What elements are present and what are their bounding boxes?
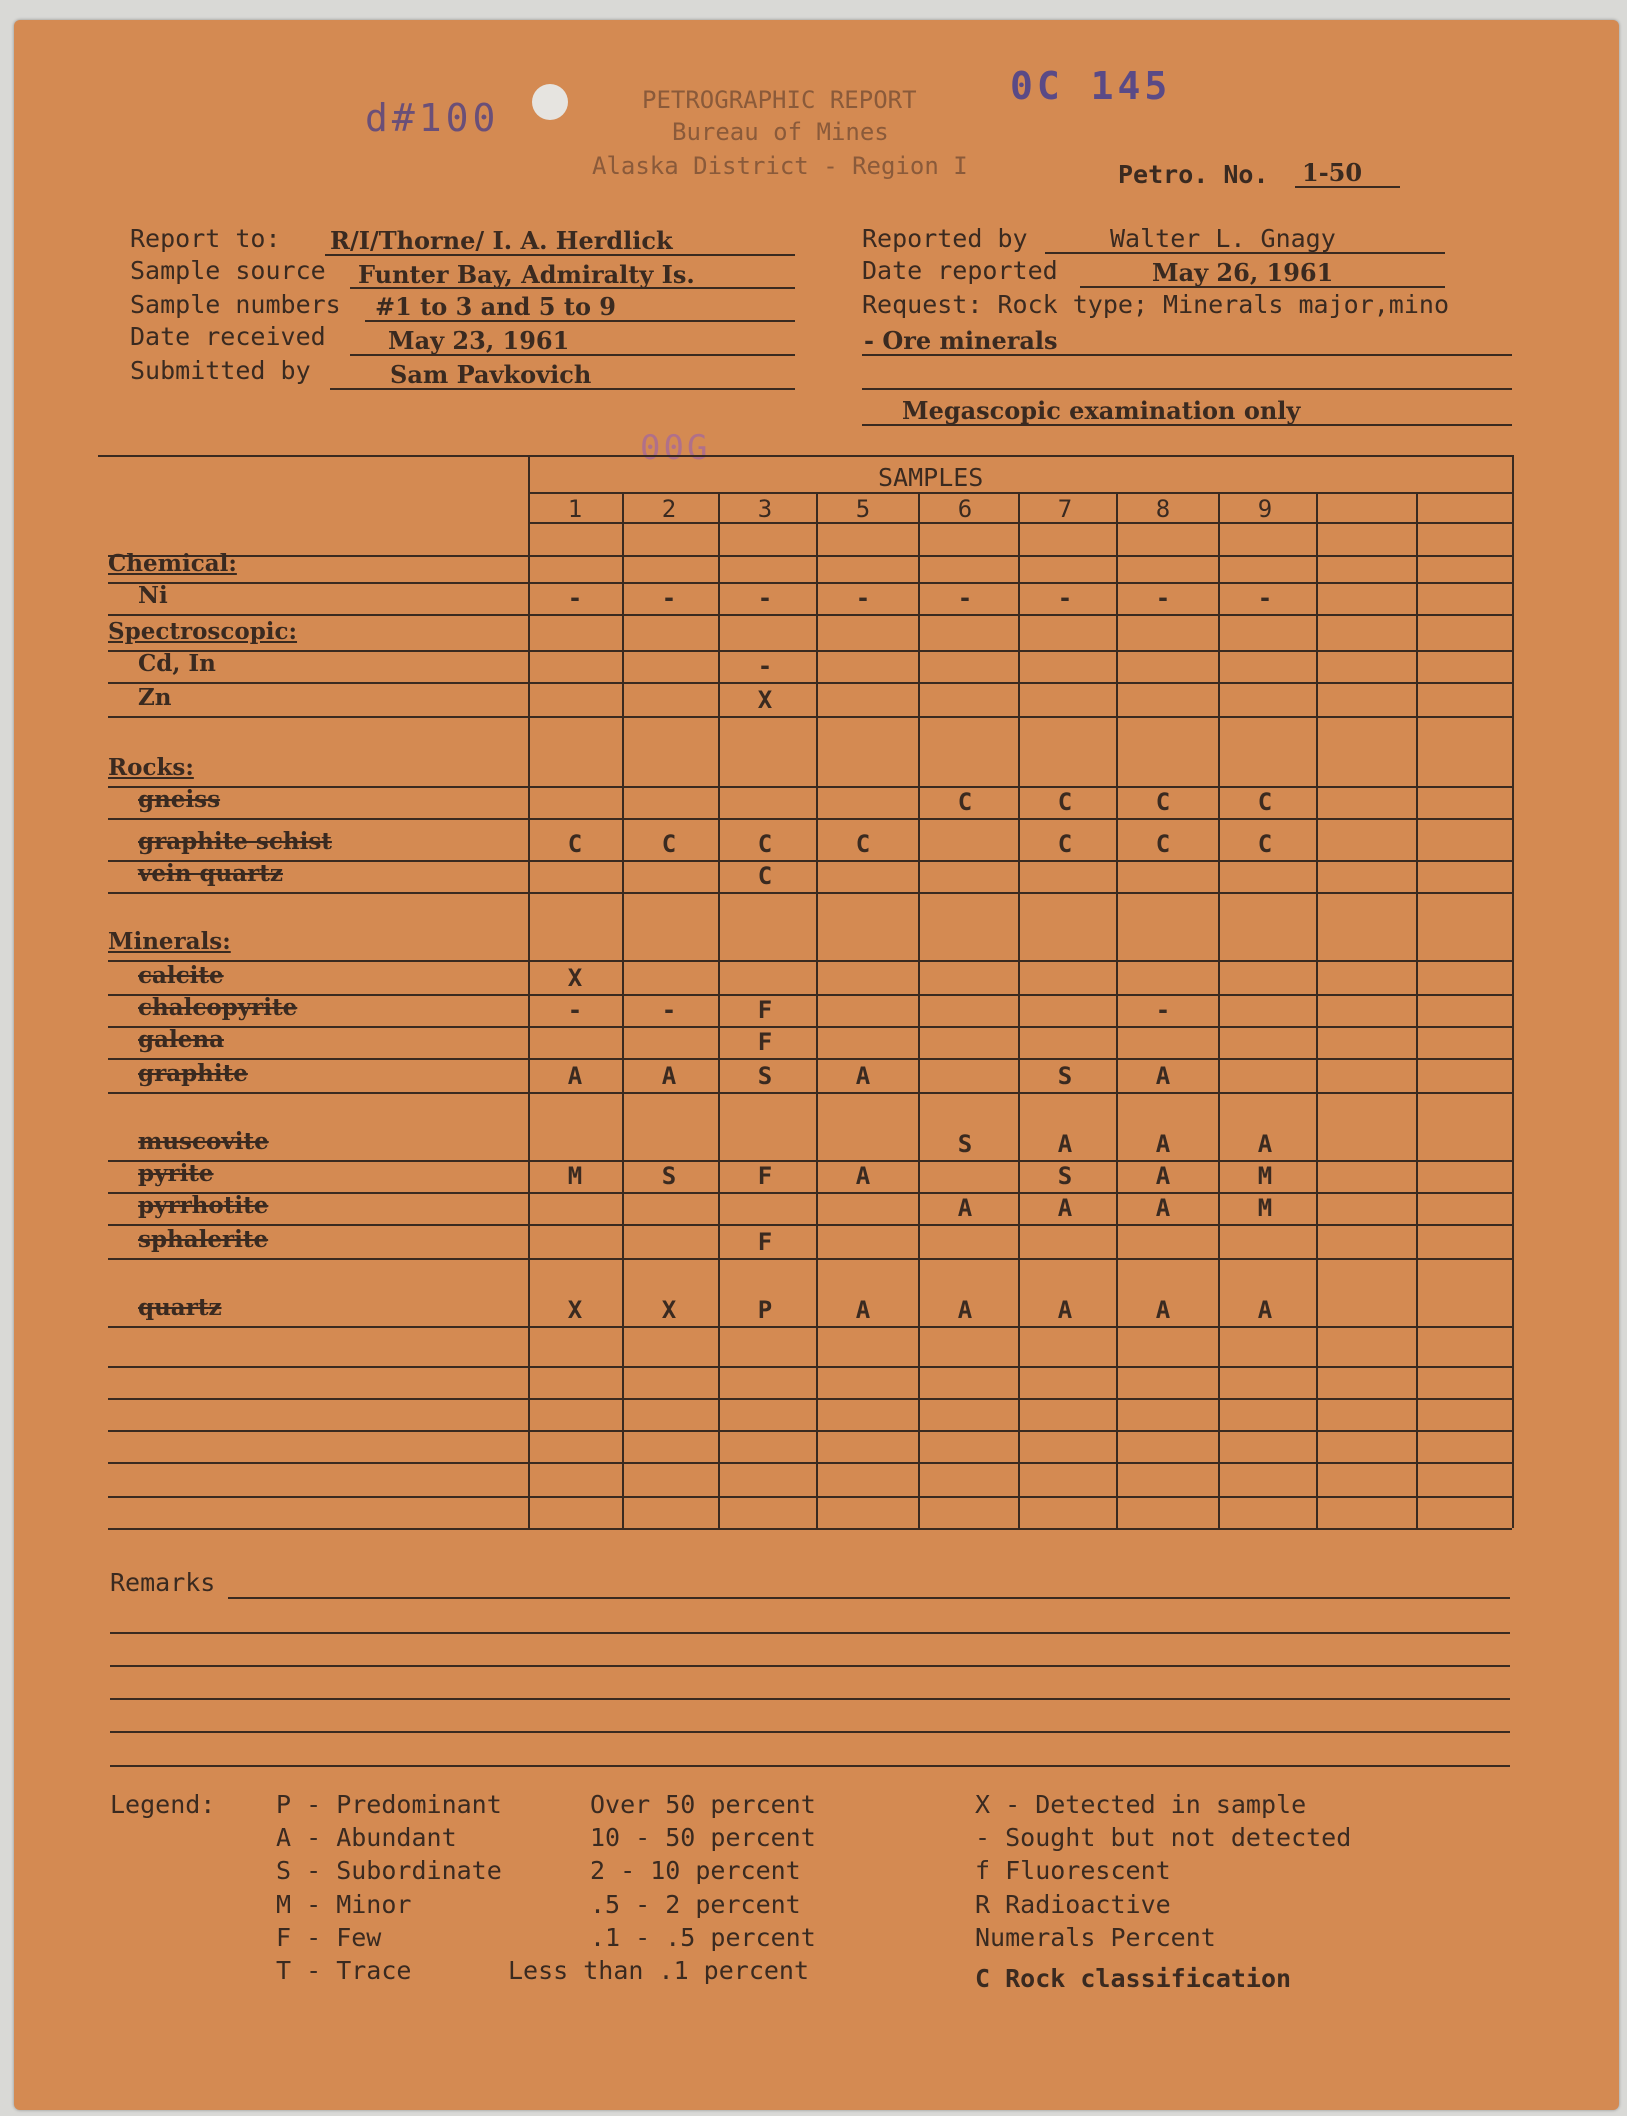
- table-cell: A: [957, 1296, 973, 1324]
- table-cell: C: [1057, 788, 1073, 816]
- row-label: calcite: [138, 962, 224, 989]
- legend-code: T - Trace: [276, 1956, 412, 1985]
- table-cell: -: [567, 996, 583, 1024]
- row-label: Chemical:: [108, 550, 237, 577]
- row-label: Spectroscopic:: [108, 618, 298, 645]
- table-cell: A: [957, 1194, 973, 1222]
- row-label: Cd, In: [138, 650, 216, 677]
- report-to-label: Report to:: [130, 224, 281, 253]
- table-cell: A: [1155, 1130, 1171, 1158]
- legend-code: A - Abundant: [276, 1823, 457, 1852]
- table-cell: -: [1057, 584, 1073, 612]
- stamp-left: d#100: [365, 96, 500, 140]
- sample-numbers-value: #1 to 3 and 5 to 9: [375, 292, 617, 321]
- legend-symbol: f Fluorescent: [975, 1856, 1171, 1885]
- table-cell: -: [757, 652, 773, 680]
- legend-symbol: C Rock classification: [975, 1964, 1292, 1993]
- table-cell: -: [855, 584, 871, 612]
- reported-by-value: Walter L. Gnagy: [1110, 224, 1336, 253]
- row-label: gneiss: [138, 786, 221, 813]
- table-cell: -: [661, 584, 677, 612]
- legend-symbol: Numerals Percent: [975, 1923, 1216, 1952]
- legend-range: .5 - 2 percent: [590, 1890, 801, 1919]
- table-cell: A: [1155, 1296, 1171, 1324]
- row-label: Zn: [138, 684, 172, 711]
- row-label: pyrrhotite: [138, 1192, 269, 1219]
- legend-range: 2 - 10 percent: [590, 1856, 801, 1885]
- table-cell: -: [1257, 584, 1273, 612]
- samples-header: SAMPLES: [878, 463, 984, 492]
- table-cell: A: [1155, 1062, 1171, 1090]
- table-cell: A: [855, 1062, 871, 1090]
- date-received-label: Date received: [130, 322, 326, 351]
- report-to-value: R/I/Thorne/ I. A. Herdlick: [330, 226, 673, 255]
- table-cell: A: [855, 1162, 871, 1190]
- table-cell: -: [661, 996, 677, 1024]
- table-cell: P: [757, 1296, 773, 1324]
- table-cell: X: [661, 1296, 677, 1324]
- table-cell: C: [1155, 788, 1171, 816]
- table-cell: C: [1057, 830, 1073, 858]
- sample-source-value: Funter Bay, Admiralty Is.: [358, 260, 695, 289]
- table-cell: A: [1057, 1194, 1073, 1222]
- row-label: chalcopyrite: [138, 994, 298, 1021]
- row-label: Ni: [138, 582, 168, 609]
- table-cell: C: [1257, 830, 1273, 858]
- date-reported-label: Date reported: [862, 256, 1058, 285]
- remarks-label: Remarks: [110, 1568, 216, 1597]
- table-cell: C: [1257, 788, 1273, 816]
- table-cell: C: [855, 830, 871, 858]
- table-cell: C: [661, 830, 677, 858]
- legend-range: 10 - 50 percent: [590, 1823, 816, 1852]
- legend-range: .1 - .5 percent: [590, 1923, 816, 1952]
- column-header: 9: [1257, 495, 1273, 523]
- table-cell: F: [757, 1162, 773, 1190]
- table-cell: A: [661, 1062, 677, 1090]
- row-label: Minerals:: [108, 928, 231, 955]
- row-label: galena: [138, 1026, 224, 1053]
- table-cell: C: [1155, 830, 1171, 858]
- row-label: quartz: [138, 1294, 222, 1321]
- legend-code: M - Minor: [276, 1890, 412, 1919]
- legend-symbol: R Radioactive: [975, 1890, 1171, 1919]
- table-cell: C: [757, 862, 773, 890]
- table-cell: S: [1057, 1162, 1073, 1190]
- legend-code: S - Subordinate: [276, 1856, 502, 1885]
- legend-symbol: - Sought but not detected: [975, 1823, 1352, 1852]
- table-cell: C: [957, 788, 973, 816]
- table-cell: F: [757, 1228, 773, 1256]
- row-label: muscovite: [138, 1128, 269, 1155]
- table-cell: F: [757, 996, 773, 1024]
- table-cell: S: [757, 1062, 773, 1090]
- table-cell: A: [1057, 1296, 1073, 1324]
- column-header: 8: [1155, 495, 1171, 523]
- column-header: 7: [1057, 495, 1073, 523]
- submitted-by-label: Submitted by: [130, 356, 311, 385]
- request-line2: - Ore minerals: [864, 326, 1058, 355]
- sample-source-label: Sample source: [130, 256, 326, 285]
- table-cell: F: [757, 1028, 773, 1056]
- row-label: sphalerite: [138, 1226, 269, 1253]
- legend-code: F - Few: [276, 1923, 382, 1952]
- table-cell: C: [757, 830, 773, 858]
- row-label: Rocks:: [108, 754, 194, 781]
- row-label: graphite schist: [138, 828, 332, 855]
- reported-by-label: Reported by: [862, 224, 1028, 253]
- legend-symbol: X - Detected in sample: [975, 1790, 1307, 1819]
- table-cell: M: [567, 1162, 583, 1190]
- table-cell: A: [567, 1062, 583, 1090]
- petro-number: 1-50: [1302, 158, 1363, 187]
- request-label: Request: Rock type; Minerals major,mino: [862, 290, 1449, 319]
- legend-title: Legend:: [110, 1790, 216, 1819]
- agency-name: Bureau of Mines: [672, 118, 889, 146]
- legend-range: Over 50 percent: [590, 1790, 816, 1819]
- table-cell: S: [661, 1162, 677, 1190]
- table-cell: -: [1155, 996, 1171, 1024]
- table-cell: X: [567, 1296, 583, 1324]
- punch-hole: [532, 84, 568, 120]
- row-label: vein quartz: [138, 860, 283, 887]
- legend-code: P - Predominant: [276, 1790, 502, 1819]
- table-cell: X: [757, 686, 773, 714]
- table-cell: S: [1057, 1062, 1073, 1090]
- stamp-right: 0C 145: [1010, 64, 1172, 108]
- column-header: 1: [567, 495, 583, 523]
- table-cell: A: [1155, 1194, 1171, 1222]
- column-header: 3: [757, 495, 773, 523]
- table-cell: M: [1257, 1194, 1273, 1222]
- table-cell: -: [1155, 584, 1171, 612]
- date-reported-value: May 26, 1961: [1152, 258, 1334, 287]
- submitted-by-value: Sam Pavkovich: [390, 360, 592, 389]
- table-cell: C: [567, 830, 583, 858]
- table-cell: -: [567, 584, 583, 612]
- date-received-value: May 23, 1961: [388, 326, 570, 355]
- sample-numbers-label: Sample numbers: [130, 290, 341, 319]
- table-cell: A: [1155, 1162, 1171, 1190]
- table-cell: -: [957, 584, 973, 612]
- report-title: PETROGRAPHIC REPORT: [642, 86, 917, 114]
- column-header: 6: [957, 495, 973, 523]
- row-label: graphite: [138, 1060, 248, 1087]
- request-line3: Megascopic examination only: [902, 396, 1301, 425]
- row-label: pyrite: [138, 1160, 214, 1187]
- table-cell: A: [1257, 1130, 1273, 1158]
- column-header: 5: [855, 495, 871, 523]
- table-cell: A: [1257, 1296, 1273, 1324]
- table-cell: -: [757, 584, 773, 612]
- table-cell: X: [567, 964, 583, 992]
- table-cell: M: [1257, 1162, 1273, 1190]
- table-cell: S: [957, 1130, 973, 1158]
- petro-label: Petro. No.: [1118, 160, 1269, 189]
- district-name: Alaska District - Region I: [592, 152, 968, 180]
- table-cell: A: [855, 1296, 871, 1324]
- stamp-mid: 00G: [640, 428, 711, 468]
- table-cell: A: [1057, 1130, 1073, 1158]
- column-header: 2: [661, 495, 677, 523]
- legend-range: Less than .1 percent: [508, 1956, 810, 1985]
